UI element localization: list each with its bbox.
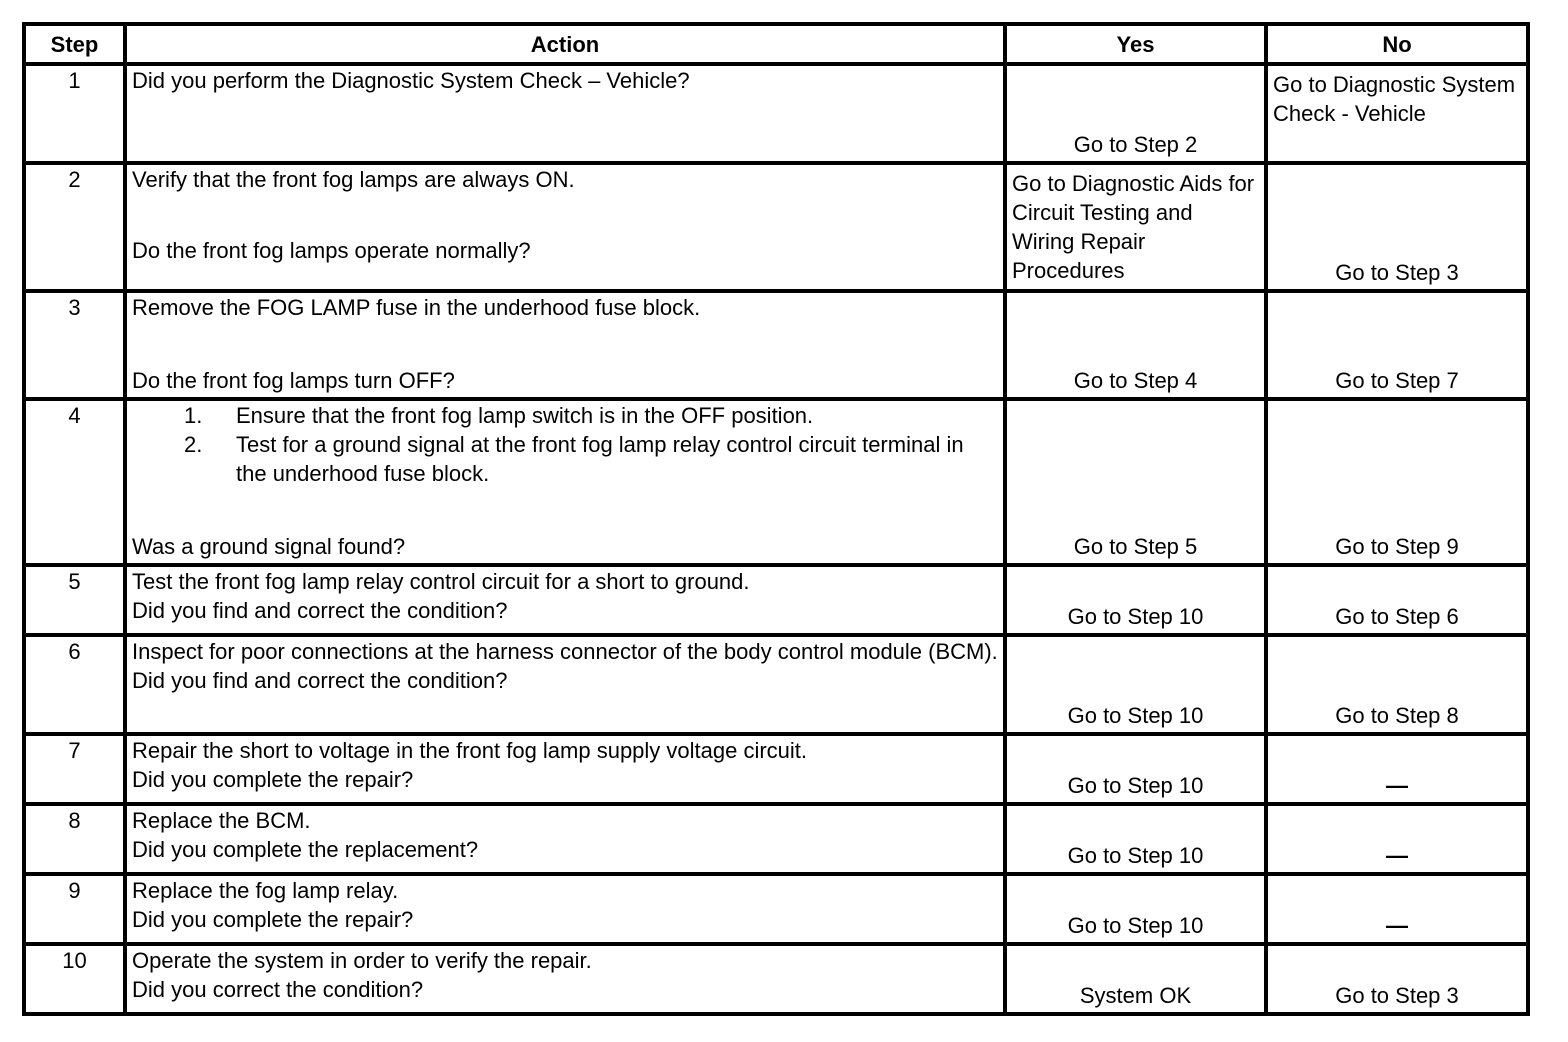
yes-text: Go to Step 10 [1067, 843, 1204, 868]
header-row [24, 24, 1528, 64]
step-number: 4 [24, 399, 125, 565]
yes-cell [1005, 399, 1266, 565]
substep-item [184, 430, 998, 488]
step-number: 5 [24, 565, 125, 635]
action-text: Test the front fog lamp relay control circuit for a short to ground. [132, 569, 750, 594]
action-cell [125, 804, 1005, 874]
action-cell [125, 874, 1005, 944]
step-number: 6 [24, 635, 125, 734]
action-question: Did you complete the repair? [132, 767, 414, 792]
action-cell [125, 635, 1005, 734]
diagnostic-table [22, 22, 1530, 1016]
yes-cell [1005, 734, 1266, 804]
action-cell [125, 64, 1005, 163]
yes-text: Go to Step 10 [1067, 703, 1204, 728]
action-text: Replace the BCM. [132, 808, 311, 833]
action-text: Verify that the front fog lamps are always ON. [132, 167, 575, 192]
action-text: Operate the system in order to verify the repair. [132, 948, 592, 973]
no-text: Go to Step 9 [1335, 534, 1459, 559]
no-text: — [1386, 843, 1408, 868]
no-cell [1266, 804, 1528, 874]
no-text: Go to Diagnostic System Check - Vehicle [1273, 72, 1516, 126]
table-row [24, 635, 1528, 734]
action-text: Did you perform the Diagnostic System Check – Vehicle? [132, 68, 690, 93]
yes-cell [1005, 565, 1266, 635]
no-cell [1266, 565, 1528, 635]
yes-text: Go to Step 10 [1067, 913, 1204, 938]
table-row [24, 163, 1528, 291]
action-text: Inspect for poor connections at the harness connector of the body control module (BCM). [132, 639, 998, 664]
table-row [24, 291, 1528, 399]
table-row [24, 944, 1528, 1014]
header-no: No [1266, 24, 1528, 64]
action-text: Repair the short to voltage in the front fog lamp supply voltage circuit. [132, 738, 808, 763]
yes-text: System OK [1079, 983, 1192, 1008]
yes-text: Go to Step 4 [1073, 368, 1198, 393]
substep-item [184, 401, 998, 430]
yes-cell [1005, 804, 1266, 874]
no-cell [1266, 64, 1528, 163]
no-cell [1266, 944, 1528, 1014]
no-text: Go to Step 7 [1335, 368, 1459, 393]
no-text: — [1386, 913, 1408, 938]
yes-text: Go to Step 10 [1067, 604, 1204, 629]
header-step: Step [24, 24, 125, 64]
no-cell [1266, 635, 1528, 734]
no-cell [1266, 734, 1528, 804]
step-number: 8 [24, 804, 125, 874]
yes-text: Go to Step 5 [1073, 534, 1198, 559]
action-question: Was a ground signal found? [132, 534, 406, 559]
table-row [24, 804, 1528, 874]
substep-number: 1. [184, 403, 203, 428]
no-cell [1266, 399, 1528, 565]
no-text: Go to Step 3 [1335, 983, 1459, 1008]
action-text: Replace the fog lamp relay. [132, 878, 399, 903]
action-question: Do the front fog lamps turn OFF? [132, 368, 455, 393]
yes-text: Go to Step 10 [1067, 773, 1204, 798]
action-question: Did you find and correct the condition? [132, 598, 508, 623]
table-row [24, 734, 1528, 804]
action-cell [125, 291, 1005, 399]
action-question: Did you complete the repair? [132, 907, 414, 932]
action-question: Do the front fog lamps operate normally? [132, 238, 531, 263]
yes-cell [1005, 635, 1266, 734]
header-yes: Yes [1005, 24, 1266, 64]
no-text: Go to Step 8 [1335, 703, 1459, 728]
action-cell [125, 565, 1005, 635]
no-text: Go to Step 3 [1335, 260, 1459, 285]
action-question: Did you find and correct the condition? [132, 668, 508, 693]
yes-cell [1005, 291, 1266, 399]
table-row [24, 64, 1528, 163]
yes-cell [1005, 944, 1266, 1014]
action-text: Remove the FOG LAMP fuse in the underhood fuse block. [132, 295, 701, 320]
table-row [24, 874, 1528, 944]
no-text: Go to Step 6 [1335, 604, 1459, 629]
yes-cell [1005, 874, 1266, 944]
action-cell [125, 944, 1005, 1014]
yes-text: Go to Step 2 [1073, 132, 1198, 157]
header-action: Action [125, 24, 1005, 64]
substep-text: Test for a ground signal at the front fog lamp relay control circuit terminal in the underhood fuse block. [236, 432, 964, 486]
yes-cell [1005, 64, 1266, 163]
no-cell [1266, 163, 1528, 291]
step-number: 10 [24, 944, 125, 1014]
table-row [24, 399, 1528, 565]
action-cell [125, 399, 1005, 565]
substep-number: 2. [184, 432, 203, 457]
step-number: 7 [24, 734, 125, 804]
yes-cell [1005, 163, 1266, 291]
no-text: — [1386, 773, 1408, 798]
no-cell [1266, 291, 1528, 399]
step-number: 9 [24, 874, 125, 944]
step-number: 3 [24, 291, 125, 399]
substep-list [132, 401, 998, 488]
step-number: 1 [24, 64, 125, 163]
table-row [24, 565, 1528, 635]
no-cell [1266, 874, 1528, 944]
action-cell [125, 163, 1005, 291]
yes-text: Go to Diagnostic Aids for Circuit Testing and Wiring Repair Procedures [1012, 171, 1255, 283]
action-question: Did you correct the condition? [132, 977, 424, 1002]
action-cell [125, 734, 1005, 804]
step-number: 2 [24, 163, 125, 291]
action-question: Did you complete the replacement? [132, 837, 479, 862]
substep-text: Ensure that the front fog lamp switch is in the OFF position. [236, 403, 814, 428]
